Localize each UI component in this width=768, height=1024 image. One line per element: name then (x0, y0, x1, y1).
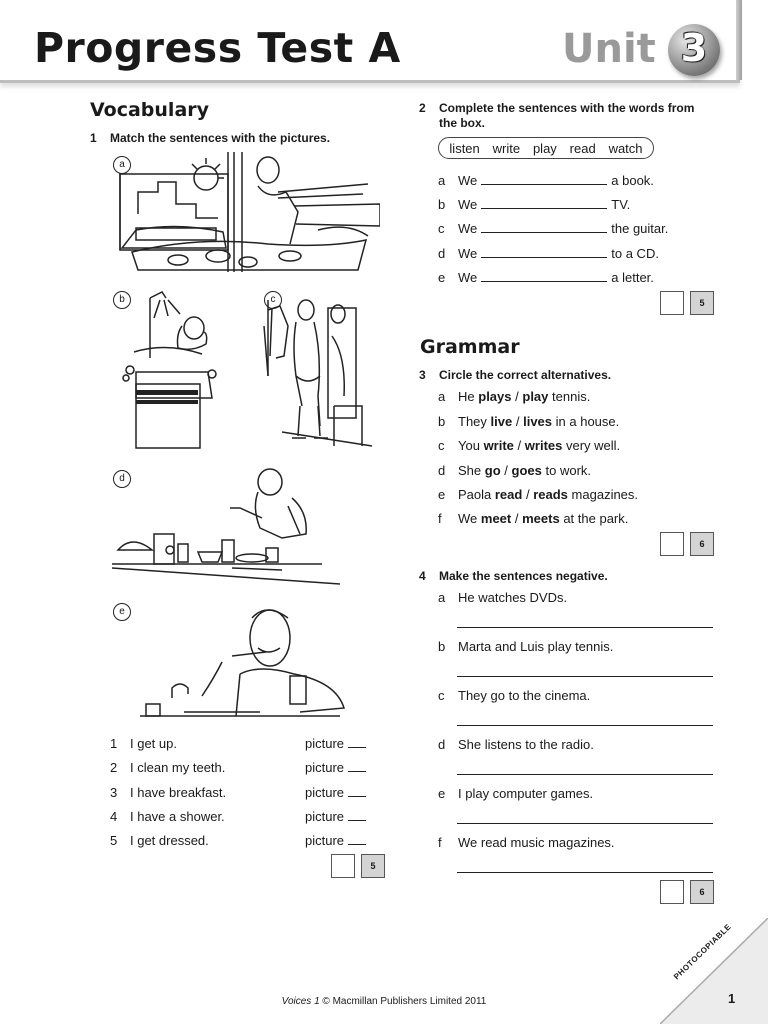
item-end: the guitar. (611, 221, 669, 236)
q3-item-a (438, 389, 590, 405)
picture-label: picture (305, 736, 345, 751)
item-letter: a (438, 389, 446, 404)
q4-answer-line-d[interactable] (457, 773, 713, 775)
q4-instruction: Make the sentences negative. (439, 569, 608, 583)
q1-score-box[interactable] (331, 854, 355, 878)
page-number: 1 (728, 991, 736, 1006)
q4-number: 4 (419, 569, 426, 583)
book-title: Voices 1 (281, 996, 320, 1007)
item-post: very well. (565, 438, 621, 453)
option-separator: / (514, 511, 519, 526)
option-2[interactable]: goes (511, 463, 542, 478)
q1-sentence-text: I clean my teeth. (130, 760, 226, 775)
option-2[interactable]: writes (524, 438, 563, 453)
fill-blank[interactable] (481, 246, 607, 258)
q4-item-d (438, 737, 594, 753)
fill-blank[interactable] (481, 221, 607, 233)
q4-score-box[interactable] (660, 880, 684, 904)
page-title: Progress Test A (34, 24, 401, 72)
picture-e-clean-teeth (140, 604, 350, 726)
q1-sentence-number: 1 (110, 736, 118, 751)
q4-answer-line-e[interactable] (457, 822, 713, 824)
item-letter: a (438, 590, 446, 605)
q2-item-d (438, 246, 659, 262)
q1-sentence-3 (110, 785, 226, 801)
q1-answer-1[interactable] (305, 736, 366, 752)
q4-item-b (438, 639, 613, 655)
unit-label: Unit (562, 26, 656, 72)
answer-blank[interactable] (348, 736, 366, 748)
word-box-item: read (569, 140, 596, 156)
item-text: We read music magazines. (458, 835, 615, 850)
item-start: We (458, 173, 478, 188)
item-end: a book. (611, 173, 654, 188)
item-letter: b (438, 197, 446, 212)
item-end: a letter. (611, 270, 654, 285)
picture-label: picture (305, 809, 345, 824)
item-post: in a house. (555, 414, 620, 429)
option-1[interactable]: go (484, 463, 501, 478)
picture-label-a: a (113, 156, 131, 174)
picture-d-breakfast (112, 468, 340, 586)
word-box-item: listen (449, 140, 480, 156)
picture-label-b: b (113, 291, 131, 309)
q1-answer-2[interactable] (305, 760, 366, 776)
item-text: She listens to the radio. (458, 737, 594, 752)
picture-c-get-dressed (262, 296, 378, 456)
picture-label: picture (305, 833, 345, 848)
item-end: TV. (611, 197, 631, 212)
picture-label: picture (305, 760, 345, 775)
q1-sentence-number: 3 (110, 785, 118, 800)
q3-score-total: 6 (690, 532, 714, 556)
q1-sentence-text: I have a shower. (130, 809, 225, 824)
q4-item-e (438, 786, 593, 802)
option-separator: / (504, 463, 508, 478)
q2-item-a (438, 173, 654, 189)
fill-blank[interactable] (481, 173, 607, 185)
item-start: We (458, 270, 478, 285)
q2-header (419, 101, 719, 131)
q4-answer-line-b[interactable] (457, 675, 713, 677)
word-box-item: write (492, 140, 521, 156)
option-1[interactable]: write (483, 438, 514, 453)
q2-item-e (438, 270, 654, 286)
item-letter: c (438, 688, 445, 703)
item-letter: b (438, 414, 446, 429)
fill-blank[interactable] (481, 197, 607, 209)
option-2[interactable]: play (522, 389, 549, 404)
q4-header (419, 569, 608, 584)
q4-item-c (438, 688, 590, 704)
q3-number: 3 (419, 368, 426, 382)
item-post: to work. (545, 463, 592, 478)
q2-instruction: Complete the sentences with the words from the box. (439, 101, 695, 130)
item-text: They go to the cinema. (458, 688, 591, 703)
copyright: © Macmillan Publishers Limited 2011 (322, 996, 487, 1007)
item-text: He watches DVDs. (458, 590, 568, 605)
option-1[interactable]: plays (478, 389, 512, 404)
q1-sentence-2 (110, 760, 225, 776)
q4-item-a (438, 590, 567, 606)
q1-sentence-text: I get dressed. (130, 833, 209, 848)
q1-sentence-number: 2 (110, 760, 118, 775)
item-post: magazines. (571, 487, 639, 502)
item-letter: d (438, 737, 446, 752)
q1-answer-4[interactable] (305, 809, 366, 825)
option-separator: / (525, 487, 530, 502)
item-start: We (458, 246, 478, 261)
header-edge (736, 0, 742, 80)
option-1[interactable]: meet (480, 511, 512, 526)
item-pre: You (458, 438, 480, 453)
word-box (438, 137, 654, 159)
q3-item-d (438, 463, 591, 479)
item-pre: We (458, 511, 478, 526)
answer-blank[interactable] (348, 833, 366, 845)
q2-number: 2 (419, 101, 426, 115)
q1-header (90, 131, 330, 146)
q1-sentence-4 (110, 809, 225, 825)
q1-sentence-text: I get up. (130, 736, 177, 751)
q1-sentence-number: 5 (110, 833, 118, 848)
picture-a-get-up (118, 152, 380, 274)
answer-blank[interactable] (348, 809, 366, 821)
grammar-heading: Grammar (420, 336, 520, 358)
q1-sentence-1 (110, 736, 177, 752)
q4-score-total: 6 (690, 880, 714, 904)
q1-number: 1 (90, 131, 97, 145)
q2-score-total: 5 (690, 291, 714, 315)
vocabulary-heading: Vocabulary (90, 99, 210, 121)
item-text: I play computer games. (458, 786, 594, 801)
q1-sentence-5 (110, 833, 209, 849)
item-letter: e (438, 270, 446, 285)
q1-answer-3[interactable] (305, 785, 366, 801)
q4-item-f (438, 835, 615, 851)
item-letter: e (438, 786, 446, 801)
q3-instruction: Circle the correct alternatives. (439, 368, 612, 382)
item-letter: c (438, 221, 445, 236)
item-text: Marta and Luis play tennis. (458, 639, 614, 654)
item-post: tennis. (552, 389, 591, 404)
q3-item-f (438, 511, 628, 527)
item-letter: f (438, 511, 442, 526)
fill-blank[interactable] (481, 270, 607, 282)
option-separator: / (515, 389, 519, 404)
item-start: We (458, 221, 478, 236)
unit-number: 3 (680, 26, 708, 70)
answer-blank[interactable] (348, 785, 366, 797)
item-pre: They (458, 414, 487, 429)
item-start: We (458, 197, 478, 212)
q1-instruction: Match the sentences with the pictures. (110, 131, 331, 145)
item-letter: c (438, 438, 445, 453)
option-2[interactable]: lives (523, 414, 553, 429)
q4-answer-line-f[interactable] (457, 871, 713, 873)
q3-score-box[interactable] (660, 532, 684, 556)
item-letter: e (438, 487, 446, 502)
item-letter: b (438, 639, 446, 654)
q2-item-b (438, 197, 630, 213)
item-letter: d (438, 463, 446, 478)
option-separator: / (515, 414, 520, 429)
item-letter: d (438, 246, 446, 261)
option-separator: / (517, 438, 522, 453)
q3-item-c (438, 438, 620, 454)
option-1[interactable]: live (490, 414, 513, 429)
q1-score-total: 5 (361, 854, 385, 878)
item-end: to a CD. (611, 246, 659, 261)
item-post: at the park. (563, 511, 629, 526)
q3-header (419, 368, 611, 383)
q2-score-box[interactable] (660, 291, 684, 315)
footer (0, 996, 768, 1007)
q1-sentence-text: I have breakfast. (130, 785, 227, 800)
word-box-item: play (532, 140, 557, 156)
word-box-item: watch (608, 140, 643, 156)
q2-item-c (438, 221, 668, 237)
q4-answer-line-a[interactable] (457, 626, 713, 628)
q4-answer-line-c[interactable] (457, 724, 713, 726)
q3-item-e (438, 487, 638, 503)
item-pre: Paola (458, 487, 492, 502)
picture-b-shower (116, 288, 220, 454)
item-letter: a (438, 173, 446, 188)
item-pre: She (458, 463, 482, 478)
item-letter: f (438, 835, 442, 850)
q3-item-b (438, 414, 619, 430)
photocopiable-label: PHOTOCOPIABLE (672, 922, 734, 982)
option-2[interactable]: meets (522, 511, 560, 526)
option-2[interactable]: reads (533, 487, 568, 502)
picture-label-c: c (264, 291, 282, 309)
picture-label: picture (305, 785, 345, 800)
item-pre: He (458, 389, 475, 404)
picture-label-e: e (113, 603, 131, 621)
q1-sentence-number: 4 (110, 809, 118, 824)
q1-answer-5[interactable] (305, 833, 366, 849)
option-1[interactable]: read (494, 487, 523, 502)
answer-blank[interactable] (348, 760, 366, 772)
picture-label-d: d (113, 470, 131, 488)
